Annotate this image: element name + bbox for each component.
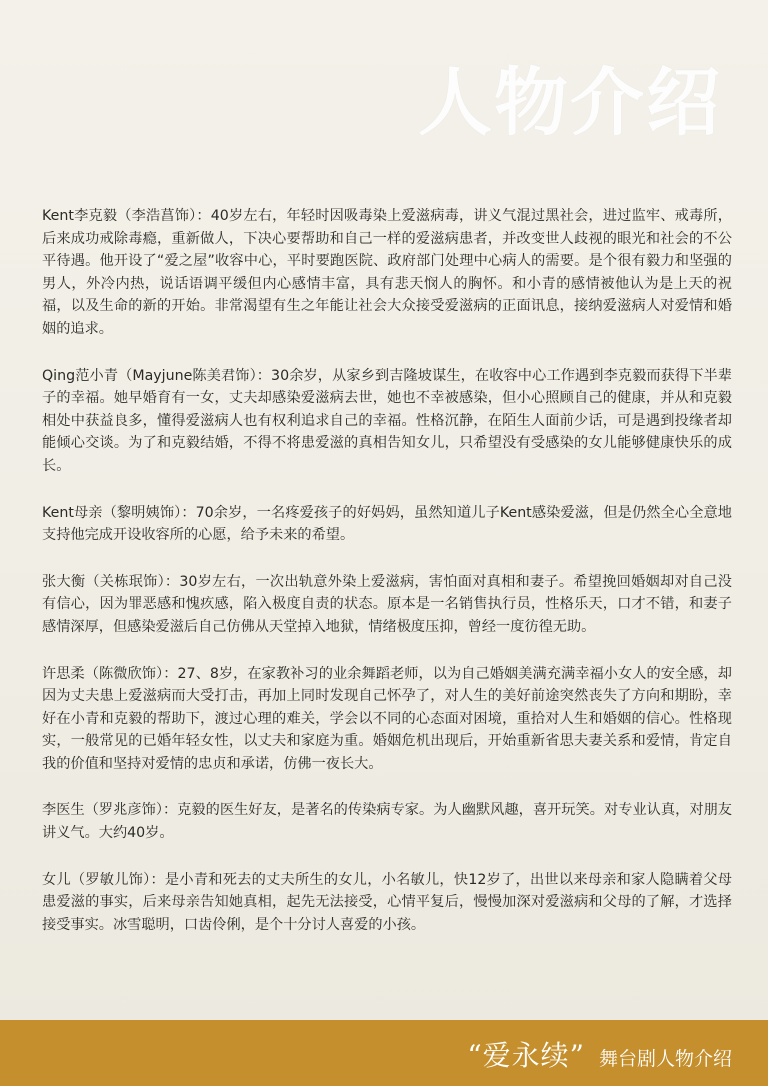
character-entry-kent-mother — [42, 502, 732, 547]
play-title: “爱永续” — [467, 1039, 585, 1072]
character-entry-qing — [42, 365, 732, 478]
character-description: 李医生（罗兆彦饰）：克毅的医生好友，是著名的传染病专家。为人幽默风趣，喜开玩笑。对专业认真，对朋友讲义气。大约40岁。 — [42, 802, 732, 842]
character-description: Kent李克毅（李浩菖饰）：40岁左右，年轻时因吸毒染上爱滋病毒，讲义气混过黑社会，进过监牢、戒毒所，后来成功戒除毒瘾，重新做人，下决心要帮助和自己一样的爱滋病患者，并改变世人歧视的眼光和社会的不公平待遇。他开设了“爱之屋”收容中心，平时要跑医院、政府部门处理中心病人的需要。是个很有毅力和坚强的男人，外冷内热，说话语调平缓但内心感情丰富，具有悲天悯人的胸怀。和小青的感情被他认为是上天的祝福，以及生命的新的开始。非常渴望有生之年能让社会大众接受爱滋病的正面讯息，接纳爱滋病人对爱情和婚姻的追求。 — [42, 208, 732, 337]
character-description: 女儿（罗敏儿饰）：是小青和死去的丈夫所生的女儿，小名敏儿，快12岁了，出世以来母亲和家人隐瞒着父母患爱滋的事实，后来母亲告知她真相，起先无法接受，心情平复后，慢慢加深对爱滋病和父母的了解，才选择接受事实。冰雪聪明，口齿伶俐，是个十分讨人喜爱的小孩。 — [42, 871, 732, 933]
footer-subtitle: 舞台剧人物介绍 — [598, 1048, 732, 1070]
character-list — [42, 205, 732, 960]
character-description: Qing范小青（Mayjune陈美君饰）：30余岁，从家乡到吉隆坡谋生，在收容中心工作遇到李克毅而获得下半辈子的幸福。她早婚育有一女，丈夫却感染爱滋病去世，她也不幸被感染，但小心照顾自己的健康，并从和克毅相处中获益良多，懂得爱滋病人也有权利追求自己的幸福。性格沉静，在陌生人面前少话，可是遇到投缘者却能倾心交谈。为了和克毅结婚，不得不将患爱滋的真相告知女儿，只希望没有受感染的女儿能够健康快乐的成长。 — [42, 367, 732, 474]
character-description: 许思柔（陈微欣饰）：27、8岁，在家教补习的业余舞蹈老师，以为自己婚姻美满充满幸福小女人的安全感，却因为丈夫患上爱滋病而大受打击，再加上同时发现自己怀孕了，对人生的美好前途突然丧失了方向和期盼，幸好在小青和克毅的帮助下，渡过心理的难关，学会以不同的心态面对困境，重拾对人生和婚姻的信心。性格现实，一般常见的已婚年轻女性，以丈夫和家庭为重。婚姻危机出现后，开始重新省思夫妻关系和爱情，肯定自我的价值和坚持对爱情的忠贞和承诺，仿佛一夜长大。 — [42, 665, 732, 772]
footer-caption — [467, 1034, 732, 1074]
character-description: Kent母亲（黎明姨饰）：70余岁，一名疼爱孩子的好妈妈，虽然知道儿子Kent感染爱滋，但是仍然全心全意地支持他完成开设收容所的心愿，给予未来的希望。 — [42, 504, 732, 544]
character-entry-daughter — [42, 869, 732, 937]
footer-band — [0, 1020, 768, 1086]
character-entry-xu-sirou — [42, 663, 732, 776]
page-heading: 人物介绍 — [418, 60, 722, 146]
character-entry-zhang-daheng — [42, 571, 732, 639]
character-entry-doctor-li — [42, 799, 732, 844]
character-entry-kent — [42, 205, 732, 341]
character-description: 张大衡（关栋珉饰）：30岁左右，一次出轨意外染上爱滋病，害怕面对真相和妻子。希望挽回婚姻却对自己没有信心，因为罪恶感和愧疚感，陷入极度自责的状态。原本是一名销售执行员，性格乐天，口才不错，和妻子感情深厚，但感染爱滋后自己仿佛从天堂掉入地狱，情绪极度压抑，曾经一度彷徨无助。 — [42, 573, 732, 635]
